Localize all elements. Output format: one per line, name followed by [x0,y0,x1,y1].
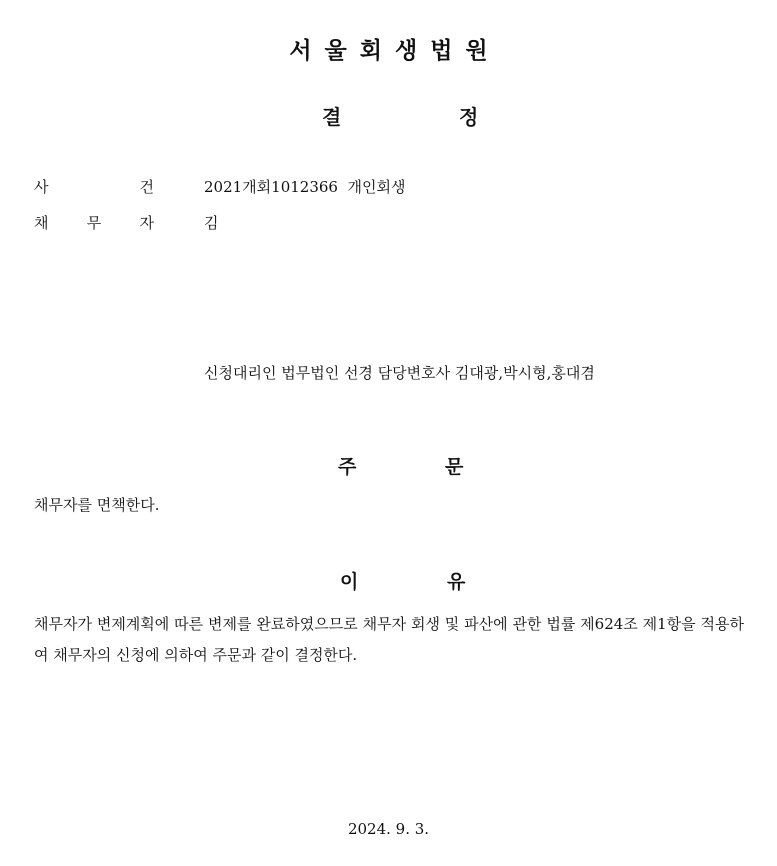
debtor-name-value: 김 [204,214,219,232]
debtor-label [34,211,154,235]
order-heading-right: 문 [445,456,464,478]
order-heading [0,452,777,482]
debtor-label-char: 자 [139,214,154,232]
reason-heading-left: 이 [340,571,359,593]
debtor-label-char: 채 [34,214,49,232]
reason-heading-right: 유 [447,571,466,593]
reason-heading [0,567,777,597]
court-name-title: 서울회생법원 [289,38,501,64]
reason-text: 채무자가 변제계획에 따른 변제를 완료하였으므로 채무자 회생 및 파산에 관한 법률 제624조 제1항을 적용하여 채무자의 신청에 의하여 주문과 같이 결정한다. [34,615,744,664]
legal-agent-line: 신청대리인 법무법인 선경 담당변호사 김대광,박시형,홍대겸 [204,364,595,382]
order-heading-left: 주 [338,456,357,478]
debtor-label-char: 무 [86,214,102,232]
case-number-value: 2021개회1012366 개인회생 [204,178,406,196]
case-label [34,175,154,199]
decision-date: 2024. 9. 3. [347,820,430,838]
order-text: 채무자를 면책한다. [34,496,160,514]
case-label-char: 건 [139,178,154,196]
doc-type-char-right: 정 [459,105,479,129]
doc-type-char-left: 결 [322,105,342,129]
case-label-char: 사 [34,178,49,196]
